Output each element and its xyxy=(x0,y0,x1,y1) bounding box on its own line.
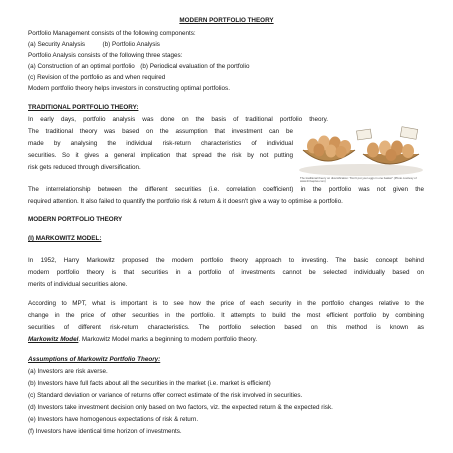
intro-line-3: Portfolio Analysis consists of the following three stages: xyxy=(28,52,183,59)
tag-left-icon xyxy=(357,129,372,140)
traditional-line-5: risk gets reduced through diversification. xyxy=(28,164,141,171)
tag-right-icon xyxy=(400,127,417,140)
security-analysis-item: (a) Security Analysis xyxy=(28,41,86,48)
intro-line-1: Portfolio Management consists of the following components: xyxy=(28,30,196,37)
intro-line-4 xyxy=(28,63,249,71)
image-caption: The traditional theory on diversification: "Don't put your eggs in one basket" (Photo courtesy of www.thriveplus.com) xyxy=(300,176,417,184)
markowitz-p2-line-4 xyxy=(28,336,257,344)
traditional-line-2: The traditional theory was based on the assumption that investment can be xyxy=(28,128,293,135)
assumption-d: (d) Investors take investment decision only based on two factors, viz. the expected return & the expected risk. xyxy=(28,404,333,411)
assumption-c: (c) Standard deviation or variance of returns offer correct estimate of the risk involved in securities. xyxy=(28,392,303,399)
eggs-basket-image xyxy=(297,120,425,176)
traditional-line-1: In early days, portfolio analysis was done on the basis of traditional portfolio theory. xyxy=(28,116,328,123)
page-title: MODERN PORTFOLIO THEORY xyxy=(179,17,274,24)
markowitz-p2-line-4-rest: . Markowitz Model marks a beginning to modern portfolio theory. xyxy=(78,336,258,343)
intro-line-5: (c) Revision of the portfolio as and when required xyxy=(28,74,166,81)
traditional-heading: TRADITIONAL PORTFOLIO THEORY: xyxy=(28,104,139,111)
assumption-e: (e) Investors have homogenous expectations of risk & return. xyxy=(28,416,199,423)
assumptions-heading: Assumptions of Markowitz Portfolio Theory: xyxy=(28,356,161,363)
markowitz-p2-line-3: securities of different risk-return characteristics. The portfolio selection based on this method is known as xyxy=(28,324,424,331)
markowitz-p1-line-3: merits of individual securities alone. xyxy=(28,281,128,288)
markowitz-model-term: Markowitz Model xyxy=(28,336,79,343)
intro-line-6: Modern portfolio theory helps investors in constructing optimal portfolios. xyxy=(28,85,230,92)
markowitz-heading: (I) MARKOWITZ MODEL: xyxy=(28,235,102,242)
assumption-f: (f) Investors have identical time horizon of investments. xyxy=(28,428,182,435)
assumption-a: (a) Investors are risk averse. xyxy=(28,368,108,375)
right-basket xyxy=(363,141,419,165)
assumption-b: (b) Investors have full facts about all the securities in the market (i.e. market is efficient) xyxy=(28,380,271,387)
markowitz-p1-line-1: In 1952, Harry Markowitz proposed the modern portfolio theory approach to investing. The basic concept behind xyxy=(28,257,424,264)
traditional-line-4: securities. So it gives a general implication that spread the risk by not putting xyxy=(28,152,293,159)
modern-heading: MODERN PORTFOLIO THEORY xyxy=(28,216,123,223)
evaluation-item: (b) Periodical evaluation of the portfolio xyxy=(140,63,250,70)
interrelationship-line-2: required attention. It also failed to quantify the portfolio risk & return & it doesn't give a way to optimise a portfolio. xyxy=(28,198,343,205)
markowitz-p2-line-2: change in the price of other securities in the portfolio. It attempts to build the most efficient portfolio by combining xyxy=(28,312,424,319)
markowitz-p1-line-2: modern portfolio theory is that securities in a portfolio of investments cannot be selected individually based on xyxy=(28,269,424,276)
interrelationship-line-1: The interrelationship between the different securities (i.e. correlation coefficient) in the portfolio was not given the xyxy=(28,186,424,193)
markowitz-p2-line-1: According to MPT, what is important is to see how the price of each security in the portfolio changes relative to the xyxy=(28,300,424,307)
intro-line-2 xyxy=(28,41,160,49)
left-basket xyxy=(303,136,355,162)
traditional-line-3: made by analysing the individual risk-return characteristics of individual xyxy=(28,140,293,147)
portfolio-analysis-item: (b) Portfolio Analysis xyxy=(102,41,160,48)
construction-item: (a) Construction of an optimal portfolio xyxy=(28,63,135,70)
